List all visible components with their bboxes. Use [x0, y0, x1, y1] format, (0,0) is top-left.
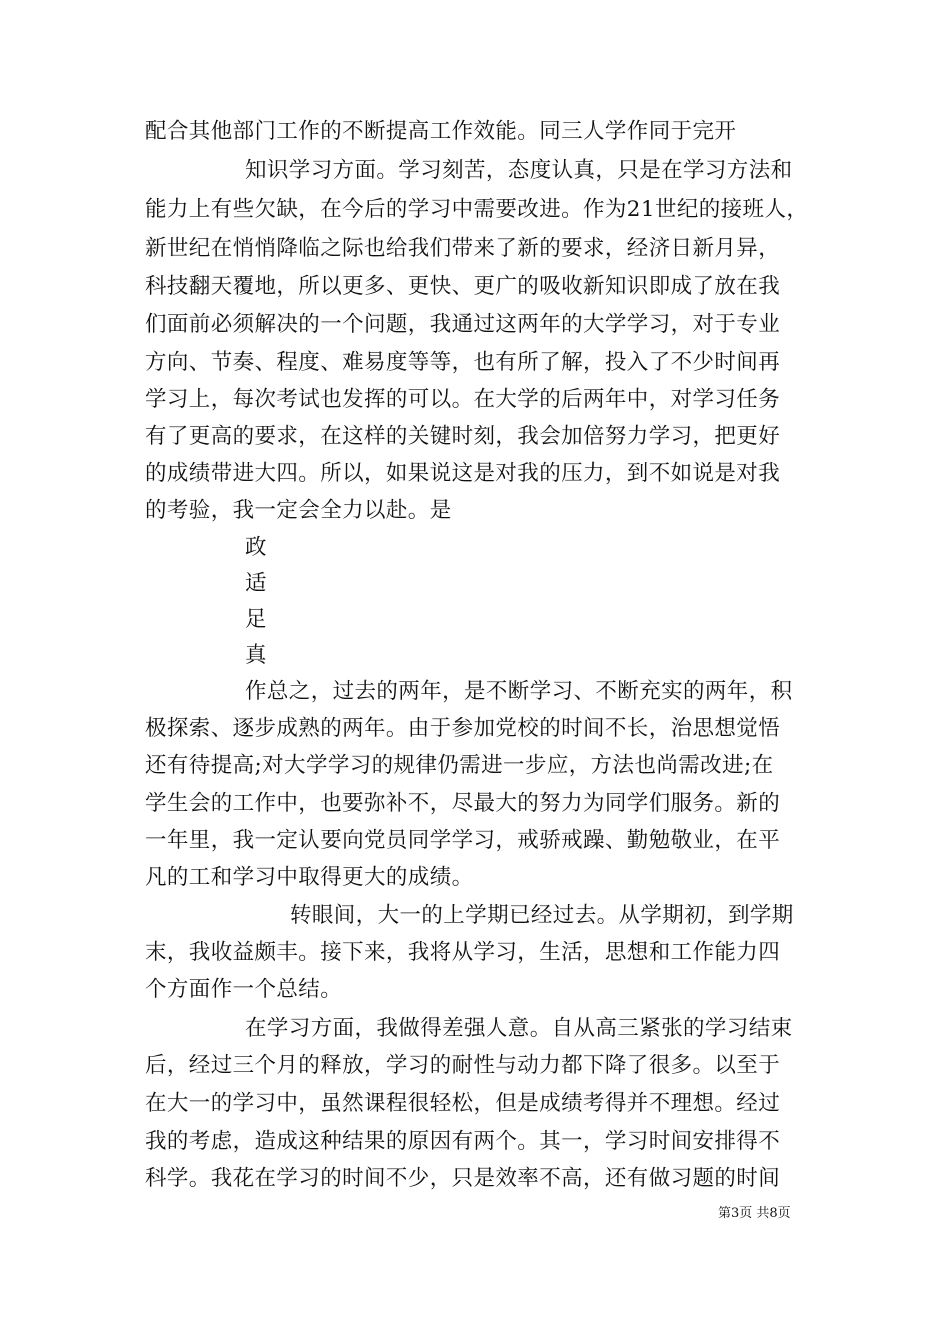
- text-line: 能力上有些欠缺，在今后的学习中需要改进。作为21世纪的接班人，: [145, 197, 809, 222]
- text-line: 足: [245, 607, 267, 632]
- text-line: 一年里，我一定认要向党员同学学习，戒骄戒躁、勤勉敬业，在平: [145, 828, 781, 853]
- text-line: 配合其他部门工作的不断提高工作效能。同三人学作同于完开: [145, 119, 737, 144]
- text-line: 后，经过三个月的释放，学习的耐性与动力都下降了很多。以至于: [145, 1053, 781, 1078]
- text-line: 适: [245, 571, 267, 596]
- text-line: 末，我收益颇丰。接下来，我将从学习，生活，思想和工作能力四: [145, 940, 781, 965]
- text-line: 作总之，过去的两年，是不断学习、不断充实的两年，积: [245, 679, 793, 704]
- text-line: 在大一的学习中，虽然课程很轻松，但是成绩考得并不理想。经过: [145, 1091, 781, 1116]
- page-number: 第3页 共8页: [718, 1206, 791, 1221]
- text-line: 极探索、逐步成熟的两年。由于参加党校的时间不长，治思想觉悟: [145, 716, 781, 741]
- text-line: 的考验，我一定会全力以赴。是: [145, 498, 452, 523]
- text-line: 真: [245, 643, 267, 668]
- text-line: 学生会的工作中，也要弥补不，尽最大的努力为同学们服务。新的: [145, 791, 781, 816]
- text-line: 科技翻天覆地，所以更多、更快、更广的吸收新知识即成了放在我: [145, 274, 781, 299]
- text-line: 新世纪在悄悄降临之际也给我们带来了新的要求，经济日新月异，: [145, 236, 781, 261]
- text-line: 我的考虑，造成这种结果的原因有两个。其一，学习时间安排得不: [145, 1129, 781, 1154]
- text-line: 转眼间，大一的上学期已经过去。从学期初，到学期: [290, 903, 794, 928]
- text-line: 们面前必须解决的一个问题，我通过这两年的大学学习，对于专业: [145, 312, 781, 337]
- text-line: 科学。我花在学习的时间不少，只是效率不高，还有做习题的时间: [145, 1166, 781, 1191]
- text-line: 知识学习方面。学习刻苦，态度认真，只是在学习方法和: [245, 158, 793, 183]
- text-line: 学习上，每次考试也发挥的可以。在大学的后两年中，对学习任务: [145, 387, 781, 412]
- text-line: 方向、节奏、程度、难易度等等，也有所了解，投入了不少时间再: [145, 350, 781, 375]
- text-line: 的成绩带进大四。所以，如果说这是对我的压力，到不如说是对我: [145, 461, 781, 486]
- text-line: 个方面作一个总结。: [145, 977, 343, 1002]
- text-line: 政: [245, 535, 267, 560]
- text-line: 还有待提高;对大学学习的规律仍需进一步应，方法也尚需改进;在: [145, 753, 774, 778]
- text-line: 有了更高的要求，在这样的关键时刻，我会加倍努力学习，把更好: [145, 424, 781, 449]
- text-line: 在学习方面，我做得差强人意。自从高三紧张的学习结束: [245, 1016, 793, 1041]
- text-line: 凡的工和学习中取得更大的成绩。: [145, 865, 474, 890]
